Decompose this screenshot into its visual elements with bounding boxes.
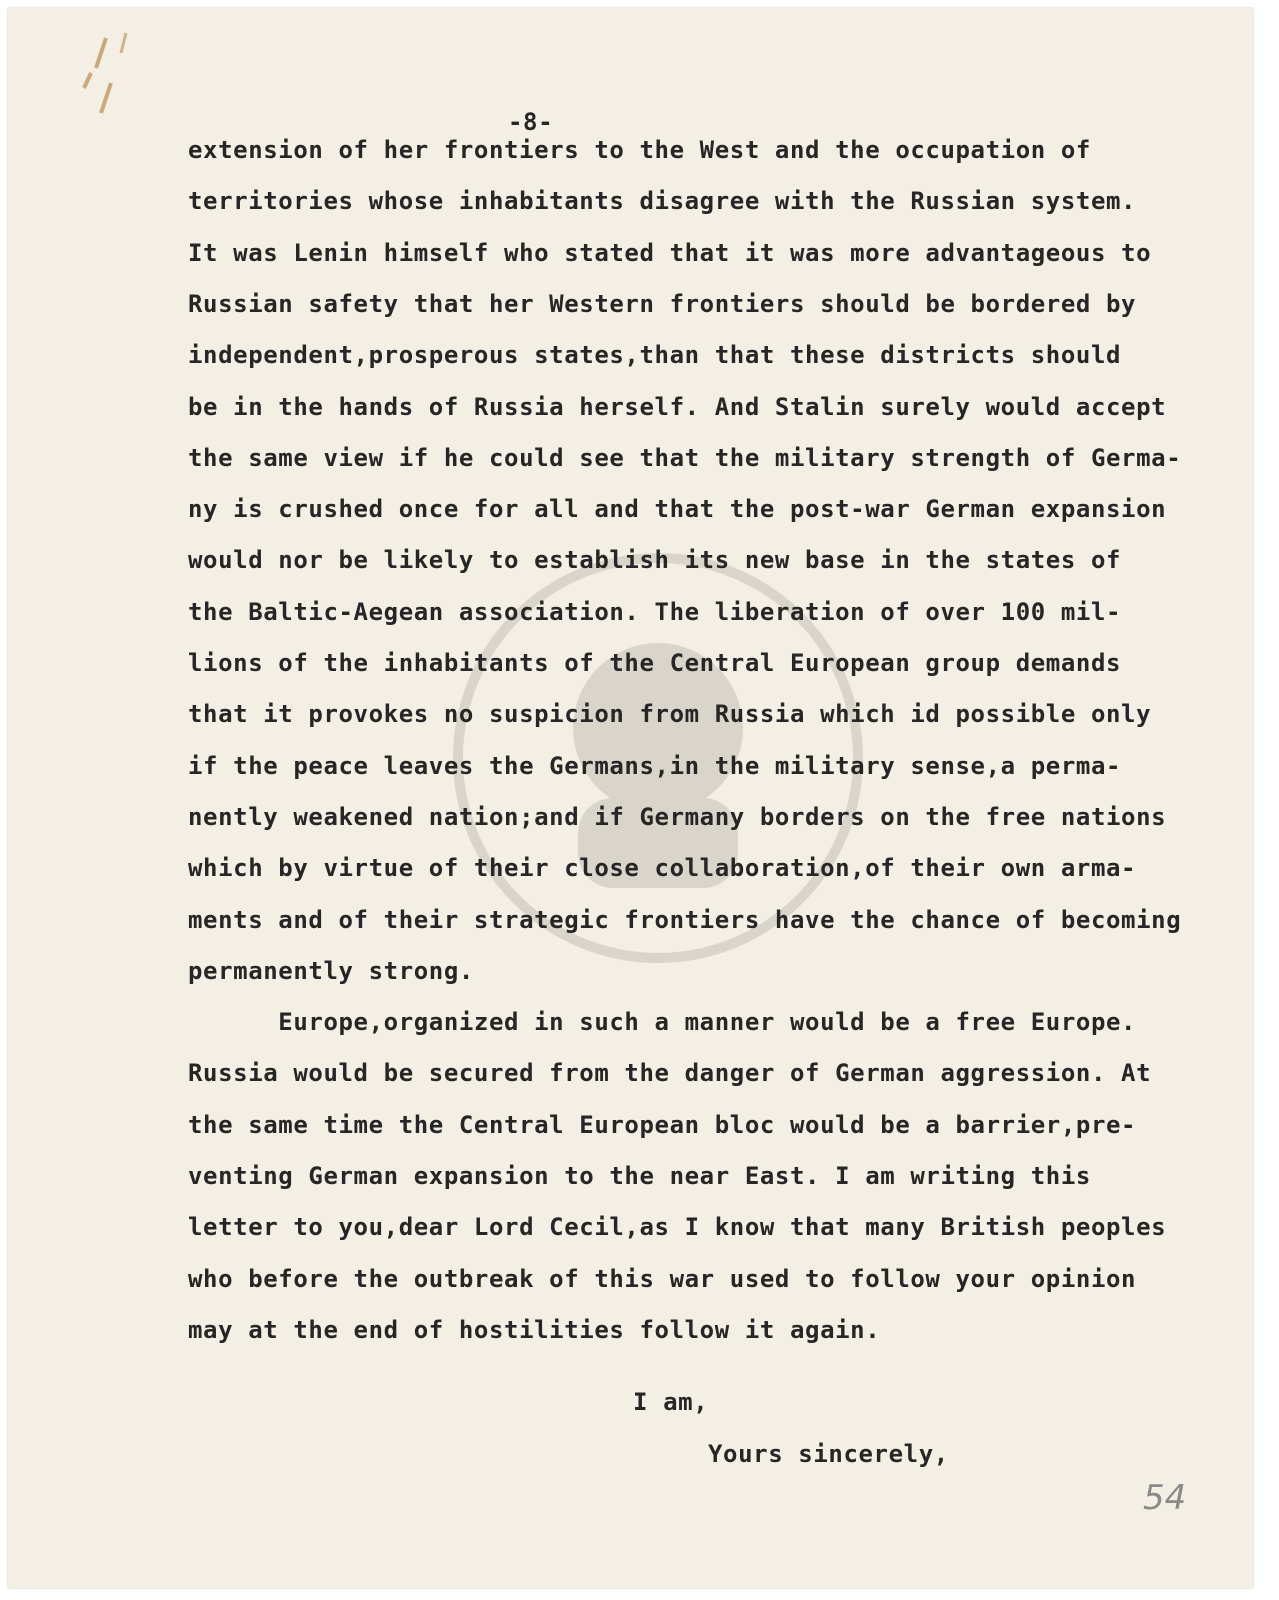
- text-line: the Baltic-Aegean association. The liberation of over 100 mil-: [188, 597, 1122, 626]
- text-line: extension of her frontiers to the West and the occupation of: [188, 136, 1091, 164]
- document-page: [8, 8, 1253, 1588]
- text-line: Russia would be secured from the danger of German aggression. At: [188, 1059, 1152, 1088]
- text-line: Russian safety that her Western frontiers should be bordered by: [188, 289, 1137, 318]
- text-line: letter to you,dear Lord Cecil,as I know that many British peoples: [188, 1213, 1167, 1242]
- text-line: that it provokes no suspicion from Russia which id possible only: [188, 700, 1152, 729]
- page-number: -8-: [508, 108, 554, 136]
- text-line: may at the end of hostilities follow it again.: [188, 1315, 881, 1344]
- text-line: permanently strong.: [188, 956, 474, 985]
- text-line: if the peace leaves the Germans,in the military sense,a perma-: [188, 751, 1122, 780]
- text-line: venting German expansion to the near East. I am writing this: [188, 1162, 1091, 1190]
- text-line: independent,prosperous states,than that these districts should: [188, 341, 1122, 370]
- text-line: It was Lenin himself who stated that it was more advantageous to: [188, 238, 1152, 267]
- text-line: the same view if he could see that the military strength of Germa-: [188, 443, 1182, 472]
- text-line: territories whose inhabitants disagree with the Russian system.: [188, 187, 1137, 216]
- closing-line: I am,: [633, 1388, 709, 1416]
- signoff-line: Yours sincerely,: [708, 1440, 949, 1468]
- text-line: which by virtue of their close collaboration,of their own arma-: [188, 854, 1137, 883]
- text-line: the same time the Central European bloc would be a barrier,pre-: [188, 1110, 1137, 1139]
- text-line: nently weakened nation;and if Germany borders on the free nations: [188, 802, 1167, 831]
- text-line: Europe,organized in such a manner would be a free Europe.: [188, 1008, 1137, 1037]
- archive-page-number: 54: [1143, 1478, 1187, 1518]
- text-line: ny is crushed once for all and that the post-war German expansion: [188, 495, 1167, 524]
- ink-stain-marks: [66, 28, 156, 118]
- text-line: be in the hands of Russia herself. And Stalin surely would accept: [188, 392, 1167, 421]
- text-line: lions of the inhabitants of the Central European group demands: [188, 649, 1122, 677]
- text-line: would nor be likely to establish its new base in the states of: [188, 546, 1122, 575]
- text-line: who before the outbreak of this war used to follow your opinion: [188, 1264, 1137, 1293]
- text-line: ments and of their strategic frontiers have the chance of becoming: [188, 905, 1182, 934]
